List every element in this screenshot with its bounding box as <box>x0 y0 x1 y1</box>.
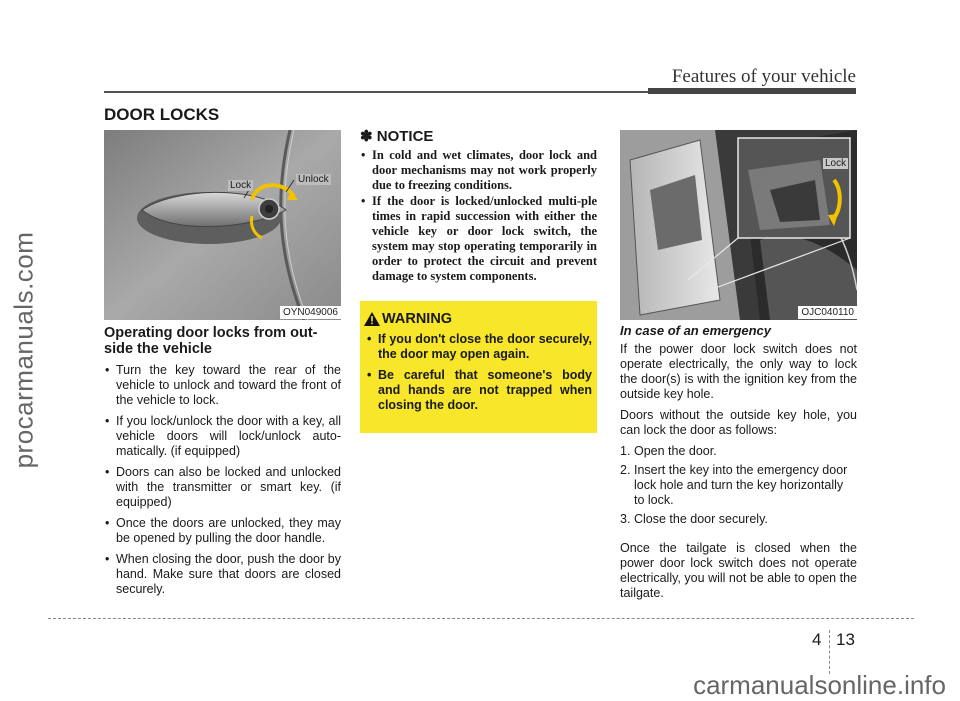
list-item <box>620 512 857 527</box>
notice-block <box>360 129 597 285</box>
warning-list <box>366 332 592 419</box>
notice-title: ✽ NOTICE <box>360 128 434 145</box>
step-number: 2. <box>620 463 631 477</box>
list-item: • If you don't close the door securely, the door may open again. <box>366 332 592 362</box>
step-number: 1. <box>620 444 631 458</box>
list-item: • When closing the door, push the door by hand. Make sure that doors are closed securely. <box>104 552 341 597</box>
step-text: Insert the key into the emergency door lock hole and turn the key horizontally to lock. <box>634 463 848 507</box>
paragraph: Once the tailgate is closed when the power door lock switch does not operate electrically, you will not be able to open the tailgate. <box>620 541 857 600</box>
step-text: Open the door. <box>634 444 717 458</box>
subhead-outside: Operating door locks from out-side the vehicle <box>104 325 318 357</box>
lock-label: Lock <box>825 158 847 169</box>
figure-code: OJC040110 <box>798 306 857 319</box>
list-item: • In cold and wet climates, door lock and door mechanisms may not work properly due to freezing conditions. <box>360 148 597 193</box>
figure-code: OYN049006 <box>280 306 341 319</box>
header-rule-accent <box>648 88 856 94</box>
step-text: Close the door securely. <box>634 512 768 526</box>
left-column <box>104 325 341 603</box>
left-bullet-list <box>104 363 341 597</box>
chapter-number: 4 <box>812 630 822 649</box>
page-number-divider <box>829 630 830 674</box>
side-watermark <box>4 0 44 700</box>
unlock-label: Unlock <box>298 174 329 185</box>
door-handle-figure <box>104 130 341 320</box>
warning-icon <box>364 312 380 326</box>
list-item: • If the door is locked/unlocked multi-ple times in rapid succession with either the vehicle key or door lock switch, the system may stop operating temporarily in order to protect the circuit and prevent damage to system components. <box>360 194 597 284</box>
header-rule <box>104 91 648 93</box>
section-title: DOOR LOCKS <box>104 105 220 124</box>
page-number: 13 <box>836 630 855 649</box>
header-title: Features of your vehicle <box>671 66 856 87</box>
bottom-watermark: carmanualsonline.info <box>693 670 946 700</box>
side-watermark-text: procarmanuals.com <box>8 231 39 469</box>
list-item <box>620 463 857 508</box>
list-item: • If you lock/unlock the door with a key, all vehicle doors will lock/unlock auto-matically. (if equipped) <box>104 414 341 459</box>
notice-list <box>360 148 597 284</box>
door-handle-illustration <box>104 130 341 320</box>
list-item <box>620 444 857 459</box>
list-item: • Once the doors are unlocked, they may be opened by pulling the door handle. <box>104 516 341 546</box>
paragraph: If the power door lock switch does not operate electrically, the only way to lock the door(s) is with the ignition key from the outside key hole. <box>620 342 857 401</box>
list-item: • Be careful that someone's body and hands are not trapped when closing the door. <box>366 368 592 413</box>
emergency-subhead: In case of an emergency <box>620 323 772 338</box>
paragraph: Doors without the outside key hole, you can lock the door as follows: <box>620 408 857 437</box>
warning-box <box>360 301 597 433</box>
open-door-illustration <box>620 130 857 320</box>
step-number: 3. <box>620 512 631 526</box>
footer-rule <box>48 618 914 619</box>
steps-list <box>620 444 857 527</box>
list-item: • Doors can also be locked and unlocked with the transmitter or smart key. (if equipped) <box>104 465 341 510</box>
open-door-figure <box>620 130 857 320</box>
right-column <box>620 323 857 607</box>
list-item: • Turn the key toward the rear of the vehicle to unlock and toward the front of the vehicle to lock. <box>104 363 341 408</box>
warning-title: WARNING <box>382 311 453 327</box>
lock-label: Lock <box>230 180 252 191</box>
